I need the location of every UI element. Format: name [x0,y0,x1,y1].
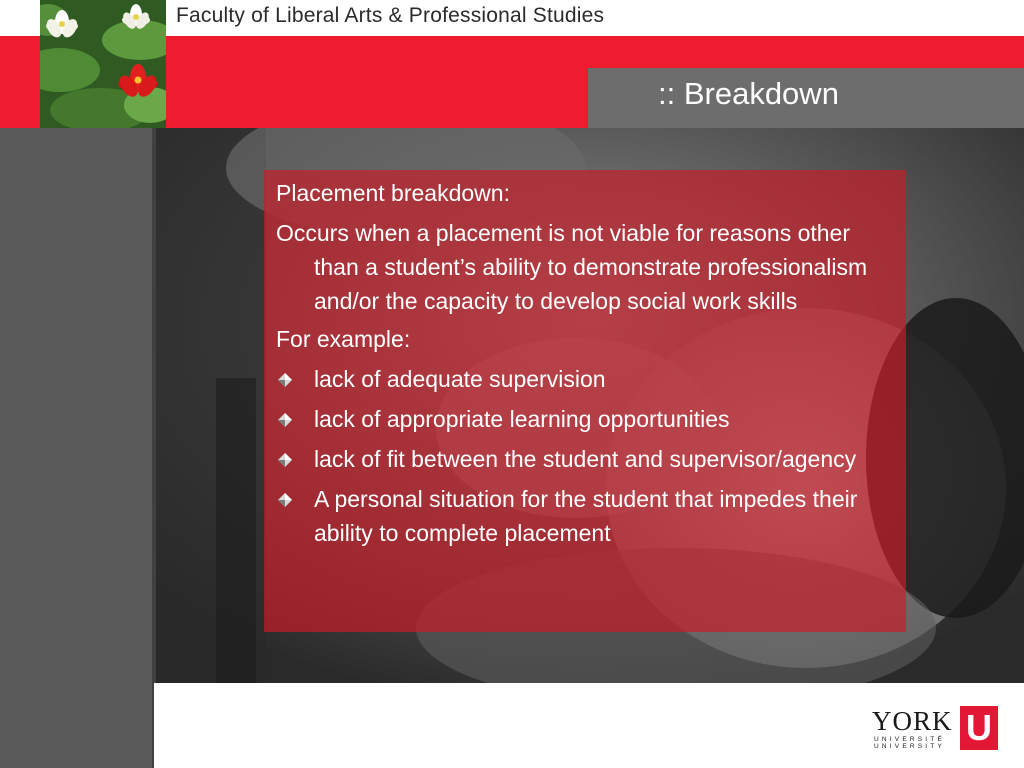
logo-u-mark [960,706,998,750]
faculty-title: Faculty of Liberal Arts & Professional Studies [176,4,605,27]
list-item [276,442,896,476]
list-item [276,362,896,396]
slide-title: :: Breakdown [658,76,839,111]
content-text [276,176,896,556]
york-university-logo [872,706,1000,750]
example-label: For example: [276,326,411,352]
bullet-text: lack of appropriate learning opportunities [314,406,730,432]
diamond-bullet-icon [278,493,292,507]
logo-u-letter: U [966,707,992,748]
diamond-bullet-icon [278,413,292,427]
bullet-text: A personal situation for the student that impedes their ability to complete placement [314,486,858,546]
bullet-text: lack of adequate supervision [314,366,606,392]
diamond-bullet-icon [278,373,292,387]
left-sidebar-column [0,128,154,768]
definition-paragraph: Occurs when a placement is not viable for reasons other than a student’s ability to demonstrate professionalism and/or the capacity to develop social work skills [276,220,868,314]
example-list [276,362,896,550]
heading-placement-breakdown: Placement breakdown: [276,180,510,206]
logo-subtitle-english: UNIVERSITY [874,743,946,750]
logo-wordmark: YORK [872,706,953,736]
water-lily-photo [40,0,166,128]
list-item [276,482,896,550]
list-item [276,402,896,436]
bullet-text: lack of fit between the student and supervisor/agency [314,446,857,472]
logo-subtitle-french: UNIVERSITÉ [874,736,946,743]
diamond-bullet-icon [278,453,292,467]
content-panel [264,170,906,632]
